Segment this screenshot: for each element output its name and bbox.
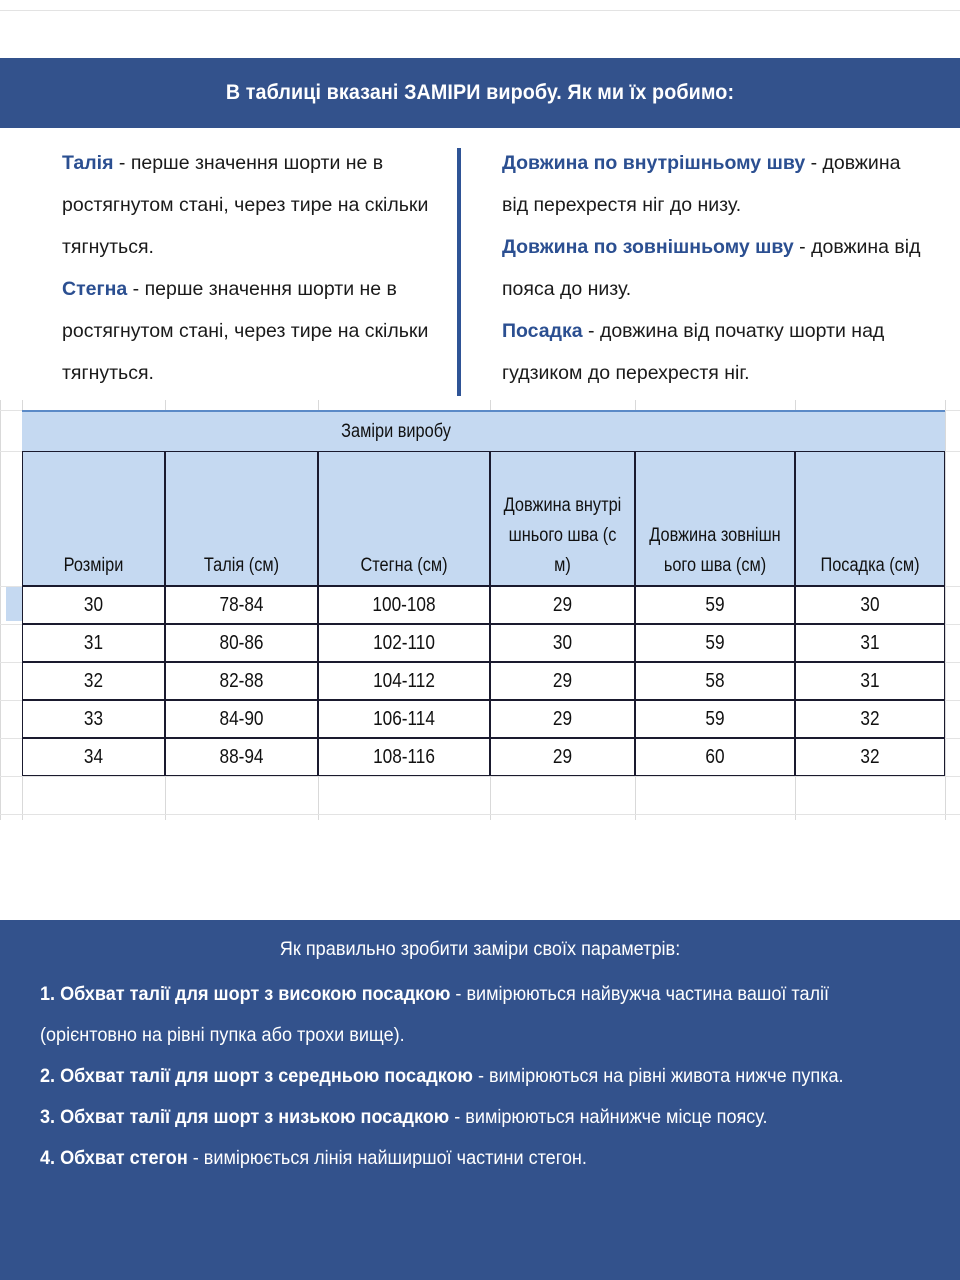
instruction-text: вимірюється лінія найширшої частини стегон. bbox=[203, 1148, 587, 1169]
term-dash: - bbox=[113, 152, 131, 174]
table-column-header-4: Довжина зовнішнього шва (см) bbox=[635, 451, 795, 586]
top-header-band bbox=[0, 58, 960, 128]
explanation-item-right-2 bbox=[502, 310, 922, 394]
explanation-column-left bbox=[62, 142, 442, 394]
instruction-text: вимірюються найнижче місце поясу. bbox=[465, 1107, 768, 1128]
term-label: Посадка bbox=[502, 320, 583, 342]
explanation-item-right-0 bbox=[502, 142, 922, 226]
term-description: довжина від перехрестя ніг до низу. bbox=[502, 152, 901, 216]
table-cell: 59 bbox=[635, 624, 795, 662]
table-cell: 29 bbox=[490, 662, 635, 700]
instruction-dash: - bbox=[472, 1066, 490, 1087]
table-cell: 102-110 bbox=[318, 624, 490, 662]
explanation-item-left-0 bbox=[62, 142, 442, 268]
table-cell: 59 bbox=[635, 586, 795, 624]
instructions-list bbox=[40, 974, 930, 1179]
term-label: Довжина по зовнішньому шву bbox=[502, 236, 794, 258]
table-column-header-2: Стегна (см) bbox=[318, 451, 490, 586]
instruction-label: 4. Обхват стегон bbox=[40, 1148, 188, 1169]
table-cell: 30 bbox=[795, 586, 945, 624]
table-cell: 30 bbox=[22, 586, 165, 624]
table-cell: 100-108 bbox=[318, 586, 490, 624]
explanation-section bbox=[0, 128, 960, 400]
table-cell: 60 bbox=[635, 738, 795, 776]
table-cell: 29 bbox=[490, 586, 635, 624]
table-column-header-0: Розміри bbox=[22, 451, 165, 586]
table-cell: 29 bbox=[490, 700, 635, 738]
column-divider bbox=[457, 148, 461, 396]
term-label: Талія bbox=[62, 152, 114, 174]
table-cell: 32 bbox=[795, 738, 945, 776]
table-cell: 30 bbox=[490, 624, 635, 662]
instruction-label: 2. Обхват талії для шорт з середньою посадкою bbox=[40, 1066, 473, 1087]
instruction-dash: - bbox=[449, 1107, 466, 1128]
bottom-instructions-band bbox=[0, 920, 960, 1280]
instruction-item-1 bbox=[40, 974, 930, 1056]
instruction-item-3 bbox=[40, 1097, 930, 1138]
instruction-dash: - bbox=[187, 1148, 204, 1169]
table-cell: 106-114 bbox=[318, 700, 490, 738]
instruction-item-2 bbox=[40, 1056, 930, 1097]
term-dash: - bbox=[127, 278, 145, 300]
term-description: довжина від пояса до низу. bbox=[502, 236, 921, 300]
instructions-title: Як правильно зробити заміри своїх параметрів: bbox=[279, 938, 681, 960]
table-cell: 84-90 bbox=[165, 700, 318, 738]
table-cell: 31 bbox=[795, 662, 945, 700]
instruction-item-4 bbox=[40, 1138, 930, 1179]
sheet-gridline-vertical bbox=[0, 400, 1, 820]
term-description: перше значення шорти не в ростягнутом стані, через тире на скільки тягнуться. bbox=[62, 278, 429, 384]
table-cell: 32 bbox=[22, 662, 165, 700]
term-description: довжина від початку шорти над гудзиком до перехрестя ніг. bbox=[502, 320, 885, 384]
instruction-label: 3. Обхват талії для шорт з низькою посадкою bbox=[40, 1107, 450, 1128]
term-dash: - bbox=[805, 152, 823, 174]
sheet-gridline-horizontal bbox=[0, 776, 960, 777]
table-column-header-5: Посадка (см) bbox=[795, 451, 945, 586]
table-merged-title: Заміри виробу bbox=[22, 410, 945, 451]
table-cell: 104-112 bbox=[318, 662, 490, 700]
table-cell: 29 bbox=[490, 738, 635, 776]
explanation-item-left-1 bbox=[62, 268, 442, 394]
table-cell: 31 bbox=[795, 624, 945, 662]
table-cell: 32 bbox=[795, 700, 945, 738]
sheet-gridline-horizontal bbox=[0, 814, 960, 815]
term-dash: - bbox=[793, 236, 812, 258]
row-highlight-marker bbox=[6, 586, 22, 621]
explanation-column-right bbox=[502, 142, 922, 394]
page-title: В таблиці вказані ЗАМІРИ виробу. Як ми їх робимо: bbox=[225, 81, 735, 104]
instruction-text: вимірюються на рівні живота нижче пупка. bbox=[489, 1066, 844, 1087]
term-dash: - bbox=[582, 320, 600, 342]
sheet-gridline-vertical bbox=[945, 400, 946, 820]
table-cell: 31 bbox=[22, 624, 165, 662]
instruction-text: вимірюються найвужча частина вашої талії (орієнтовно на рівні пупка або трохи вище). bbox=[40, 984, 830, 1046]
table-cell: 82-88 bbox=[165, 662, 318, 700]
table-cell: 108-116 bbox=[318, 738, 490, 776]
instruction-label: 1. Обхват талії для шорт з високою посадкою bbox=[40, 984, 451, 1005]
table-cell: 78-84 bbox=[165, 586, 318, 624]
explanation-item-right-1 bbox=[502, 226, 922, 310]
term-description: перше значення шорти не в ростягнутом стані, через тире на скільки тягнуться. bbox=[62, 152, 429, 258]
table-column-header-1: Талія (см) bbox=[165, 451, 318, 586]
table-cell: 80-86 bbox=[165, 624, 318, 662]
term-label: Довжина по внутрішньому шву bbox=[502, 152, 806, 174]
instruction-dash: - bbox=[450, 984, 467, 1005]
table-cell: 59 bbox=[635, 700, 795, 738]
sheet-gridline-horizontal bbox=[0, 10, 960, 11]
term-label: Стегна bbox=[62, 278, 128, 300]
table-cell: 88-94 bbox=[165, 738, 318, 776]
table-cell: 34 bbox=[22, 738, 165, 776]
table-cell: 58 bbox=[635, 662, 795, 700]
table-column-header-3: Довжина внутрішнього шва (см) bbox=[490, 451, 635, 586]
table-cell: 33 bbox=[22, 700, 165, 738]
measurements-table bbox=[0, 400, 960, 820]
